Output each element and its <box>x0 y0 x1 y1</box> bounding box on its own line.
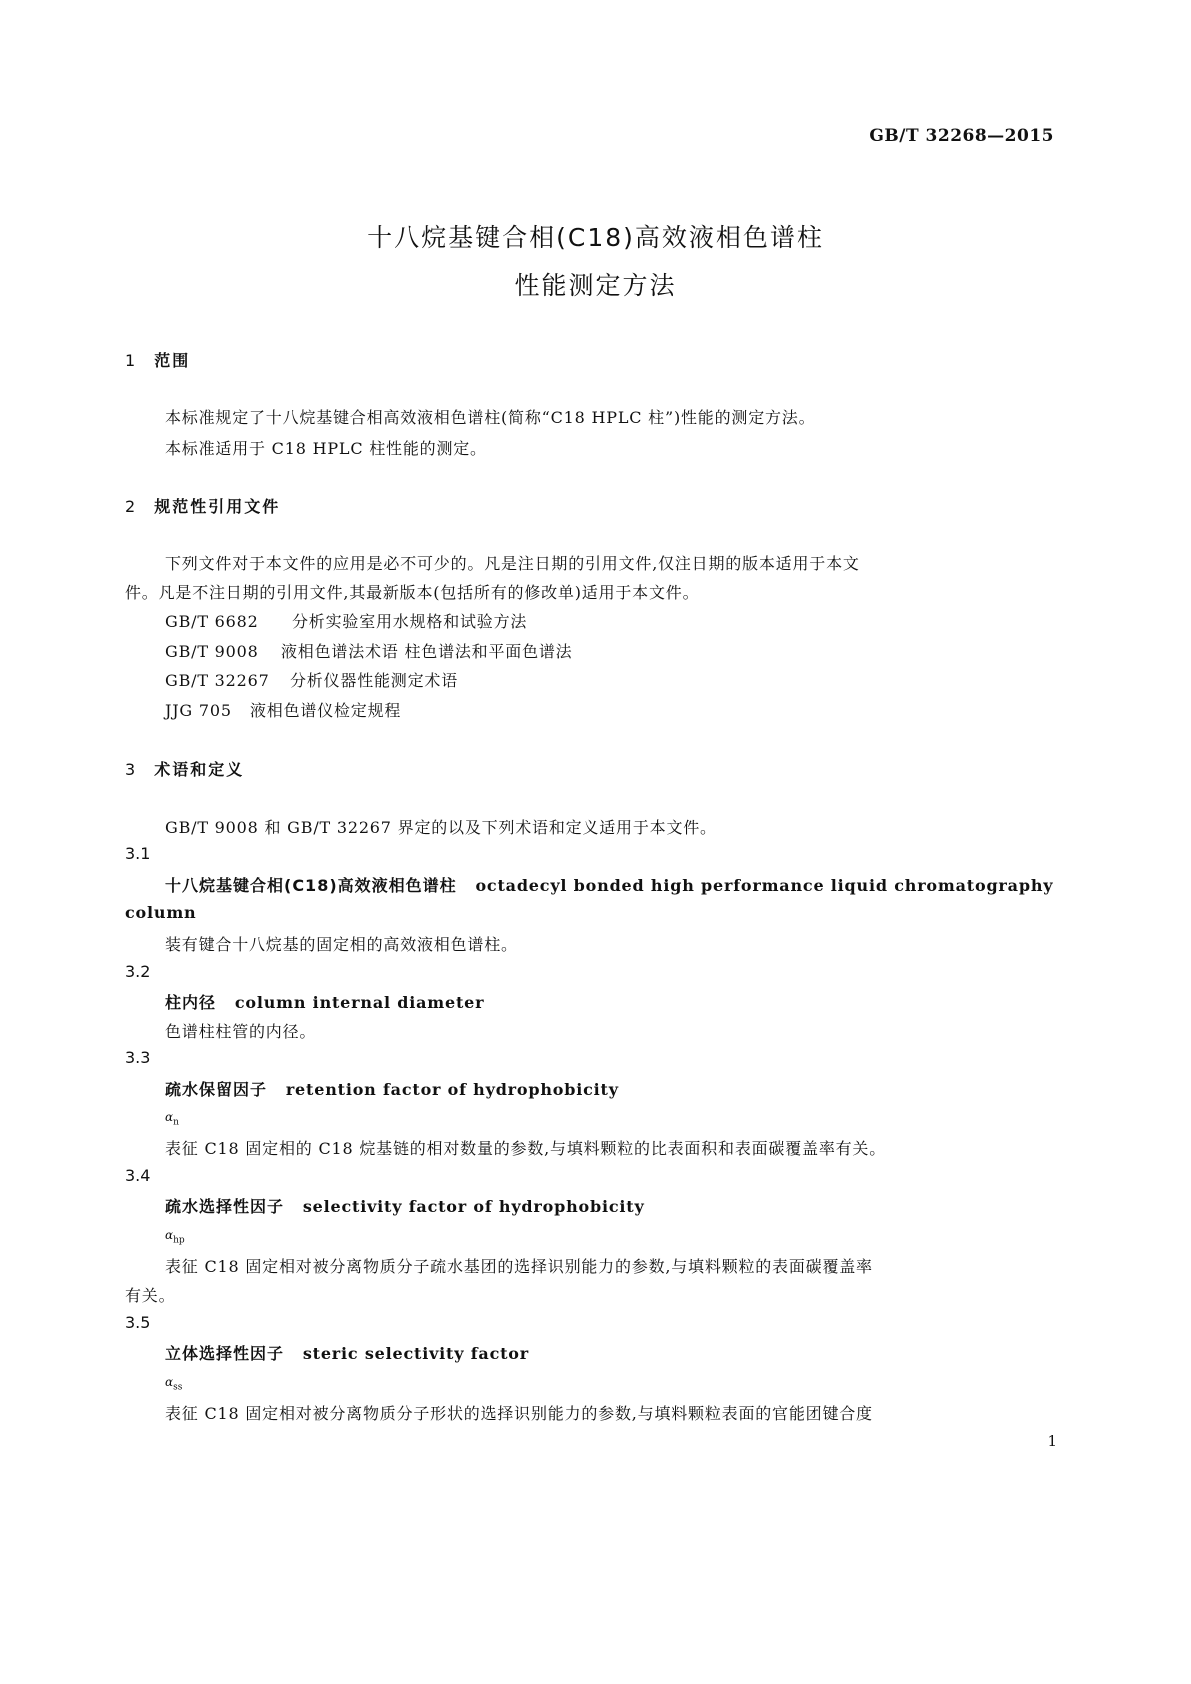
term-name-zh: 疏水保留因子 <box>165 1080 268 1099</box>
reference-title: 液相色谱法术语 柱色谱法和平面色谱法 <box>281 642 573 661</box>
term-definition: 表征 C18 固定相的 C18 烷基链的相对数量的参数,与填料颗粒的比表面积和表面碳覆盖率有关。 <box>165 1139 887 1158</box>
reference-item <box>165 698 401 721</box>
document-title-line1: 十八烷基键合相(C18)高效液相色谱柱 <box>367 223 824 252</box>
section-title: 术语和定义 <box>154 760 245 779</box>
scope-paragraph: 本标准适用于 C18 HPLC 柱性能的测定。 <box>165 439 487 458</box>
term-name-zh: 疏水选择性因子 <box>165 1197 285 1216</box>
references-intro-line: 件。凡是不注日期的引用文件,其最新版本(包括所有的修改单)适用于本文件。 <box>125 583 700 602</box>
term-definition: 装有键合十八烷基的固定相的高效液相色谱柱。 <box>165 935 518 954</box>
standard-number: GB/T 32268—2015 <box>869 126 1054 146</box>
term-symbol <box>165 1375 182 1392</box>
term-number: 3.2 <box>125 962 151 981</box>
symbol-subscript: hp <box>173 1235 185 1246</box>
page-number: 1 <box>1047 1432 1057 1450</box>
term-number: 3.5 <box>125 1313 151 1332</box>
reference-code: GB/T 32267 <box>165 671 270 690</box>
reference-code: GB/T 6682 <box>165 612 259 631</box>
document-title-line2: 性能测定方法 <box>514 271 677 300</box>
symbol-alpha: α <box>165 1228 174 1242</box>
symbol-subscript: n <box>173 1117 179 1128</box>
reference-item <box>165 668 458 691</box>
term-symbol <box>165 1228 185 1245</box>
section-title: 范围 <box>154 351 191 370</box>
term-definition-continued: 有关。 <box>125 1286 176 1305</box>
section-heading-normative-references <box>125 494 280 517</box>
reference-title: 分析实验室用水规格和试验方法 <box>292 612 528 631</box>
term-heading <box>165 873 1053 896</box>
term-name-en: selectivity factor of hydrophobicity <box>302 1197 645 1216</box>
reference-item <box>165 609 527 632</box>
term-definition: 表征 C18 固定相对被分离物质分子形状的选择识别能力的参数,与填料颗粒表面的官能团键合度 <box>165 1404 873 1423</box>
section-number: 1 <box>125 351 136 370</box>
term-name-zh: 立体选择性因子 <box>165 1344 285 1363</box>
term-heading <box>165 1341 529 1364</box>
term-definition: 表征 C18 固定相对被分离物质分子疏水基团的选择识别能力的参数,与填料颗粒的表面碳覆盖率 <box>165 1257 873 1276</box>
term-heading <box>165 1077 619 1100</box>
reference-title: 分析仪器性能测定术语 <box>290 671 459 690</box>
term-name-en: octadecyl bonded high performance liquid chromatography <box>475 876 1054 895</box>
terms-intro: GB/T 9008 和 GB/T 32267 界定的以及下列术语和定义适用于本文件。 <box>165 818 717 837</box>
term-name-en: steric selectivity factor <box>302 1344 529 1363</box>
term-definition: 色谱柱柱管的内径。 <box>165 1022 317 1041</box>
term-heading <box>165 990 484 1013</box>
section-heading-scope <box>125 348 190 371</box>
symbol-subscript: ss <box>173 1382 183 1393</box>
term-number: 3.1 <box>125 844 151 863</box>
term-name-zh: 柱内径 <box>165 993 217 1012</box>
reference-title: 液相色谱仪检定规程 <box>250 701 402 720</box>
reference-code: JJG 705 <box>165 701 232 720</box>
section-number: 2 <box>125 497 136 516</box>
section-number: 3 <box>125 760 136 779</box>
symbol-alpha: α <box>165 1375 174 1389</box>
section-title: 规范性引用文件 <box>154 497 281 516</box>
references-intro-line: 下列文件对于本文件的应用是必不可少的。凡是注日期的引用文件,仅注日期的版本适用于本文 <box>165 554 860 573</box>
term-name-zh: 十八烷基键合相(C18)高效液相色谱柱 <box>165 876 457 895</box>
term-name-en: column internal diameter <box>234 993 485 1012</box>
term-number: 3.4 <box>125 1166 151 1185</box>
symbol-alpha: α <box>165 1110 174 1124</box>
section-heading-terms <box>125 757 244 780</box>
term-name-en-continued: column <box>125 903 197 922</box>
term-symbol <box>165 1110 179 1127</box>
reference-item <box>165 639 573 662</box>
scope-paragraph: 本标准规定了十八烷基键合相高效液相色谱柱(简称“C18 HPLC 柱”)性能的测定方法。 <box>165 408 816 427</box>
term-name-en: retention factor of hydrophobicity <box>285 1080 619 1099</box>
term-number: 3.3 <box>125 1048 151 1067</box>
term-heading <box>165 1194 645 1217</box>
reference-code: GB/T 9008 <box>165 642 259 661</box>
